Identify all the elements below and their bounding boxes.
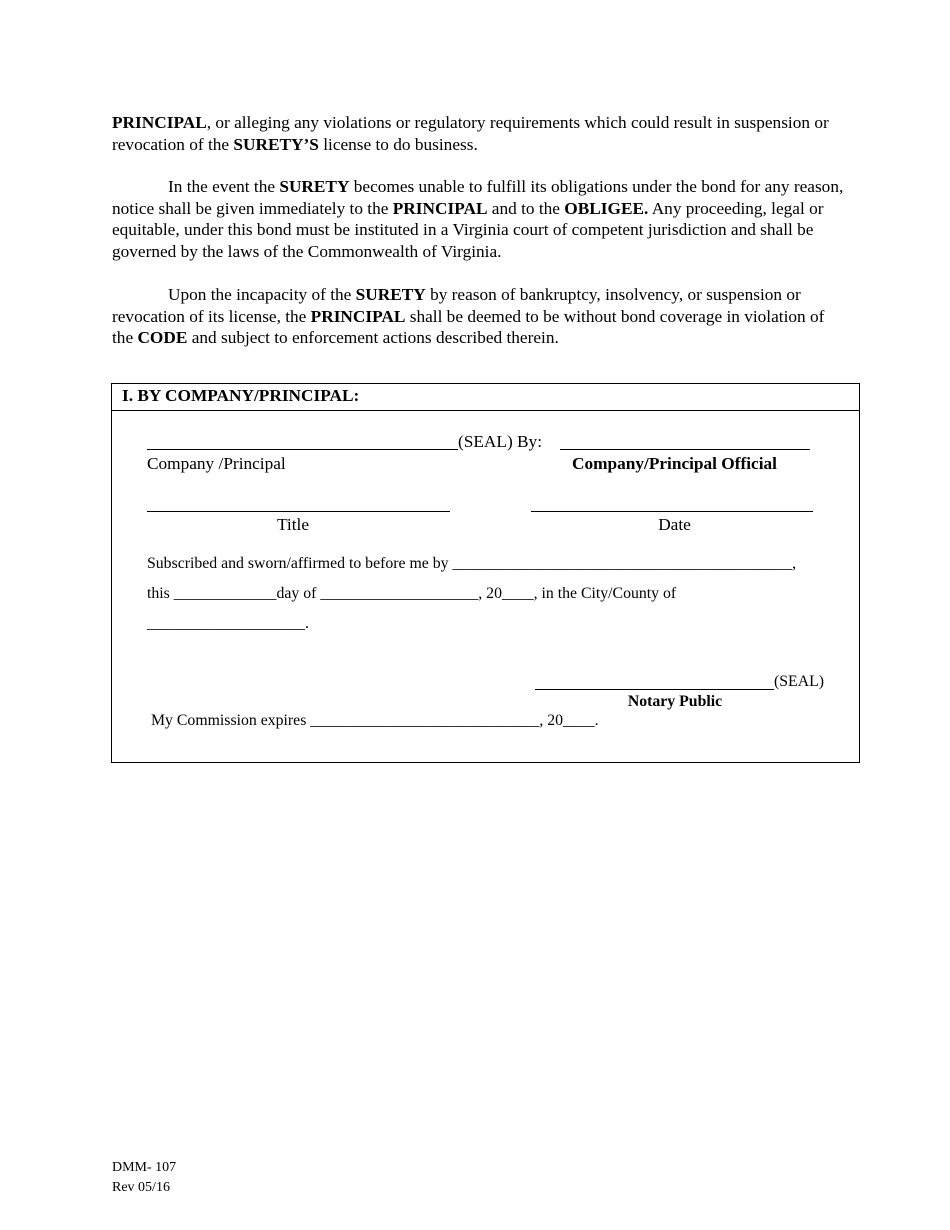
principal-term: PRINCIPAL	[392, 198, 488, 218]
company-principal-label: Company /Principal	[147, 454, 286, 473]
paragraph-text: In the event the	[168, 177, 280, 196]
date-line[interactable]	[531, 511, 813, 512]
suretys-term: SURETY’S	[233, 134, 319, 154]
notary-seal-label: (SEAL)	[774, 673, 825, 690]
paragraph-principal-violations	[112, 112, 847, 155]
day-month-year-city-text[interactable]: this _____________day of ____________________, 20____, in the City/County of	[147, 585, 677, 602]
principal-term: PRINCIPAL	[310, 306, 406, 326]
obligee-term: OBLIGEE.	[564, 198, 649, 218]
company-principal-official-label: Company/Principal Official	[572, 454, 777, 473]
seal-by-label: (SEAL) By:	[458, 432, 543, 451]
paragraph-text: , or alleging any violations or regulatory requirements which could result in suspension or revocation of the	[112, 113, 829, 154]
paragraph-text: license to do business.	[318, 134, 478, 154]
title-label: Title	[276, 515, 310, 534]
paragraph-text: and subject to enforcement actions described therein.	[187, 328, 559, 347]
date-label: Date	[658, 515, 691, 534]
paragraph-text: shall be deemed to be without bond coverage in violation of the	[112, 306, 825, 347]
subscribed-sworn-text[interactable]: Subscribed and sworn/affirmed to before me by ___________________________________________,	[147, 555, 797, 572]
form-revision: Rev 05/16	[112, 1180, 170, 1195]
commission-expires-text[interactable]: My Commission expires _____________________________, 20____.	[151, 712, 599, 729]
surety-term: SURETY	[279, 177, 350, 196]
company-principal-signature-line[interactable]	[147, 449, 458, 450]
paragraph-text: by reason of bankruptcy, insolvency, or suspension or revocation of its license, the	[112, 285, 801, 326]
section-title: I. BY COMPANY/PRINCIPAL:	[122, 386, 360, 405]
surety-term: SURETY	[355, 285, 426, 304]
section-header	[112, 384, 859, 411]
form-number: DMM- 107	[112, 1160, 177, 1175]
principal-term: PRINCIPAL	[112, 113, 207, 132]
notary-signature-line[interactable]	[535, 689, 774, 690]
title-line[interactable]	[147, 511, 450, 512]
notary-public-label: Notary Public	[627, 693, 723, 710]
code-term: CODE	[137, 328, 188, 347]
company-principal-signature-box	[111, 383, 860, 763]
paragraph-text: becomes unable to fulfill its obligations under the bond for any reason, notice shall be given immediately to the	[112, 177, 844, 218]
official-signature-line[interactable]	[560, 449, 810, 450]
paragraph-text: Upon the incapacity of the	[168, 285, 356, 304]
city-county-blank[interactable]: ____________________.	[147, 615, 309, 632]
paragraph-surety-incapacity	[112, 284, 847, 349]
paragraph-text: Any proceeding, legal or equitable, under this bond must be instituted in a Virginia court of competent jurisdiction and shall be governed by the laws of the Commonwealth of Virginia.	[112, 198, 824, 261]
paragraph-surety-unable	[112, 176, 847, 262]
paragraph-text: and to the	[487, 198, 565, 218]
